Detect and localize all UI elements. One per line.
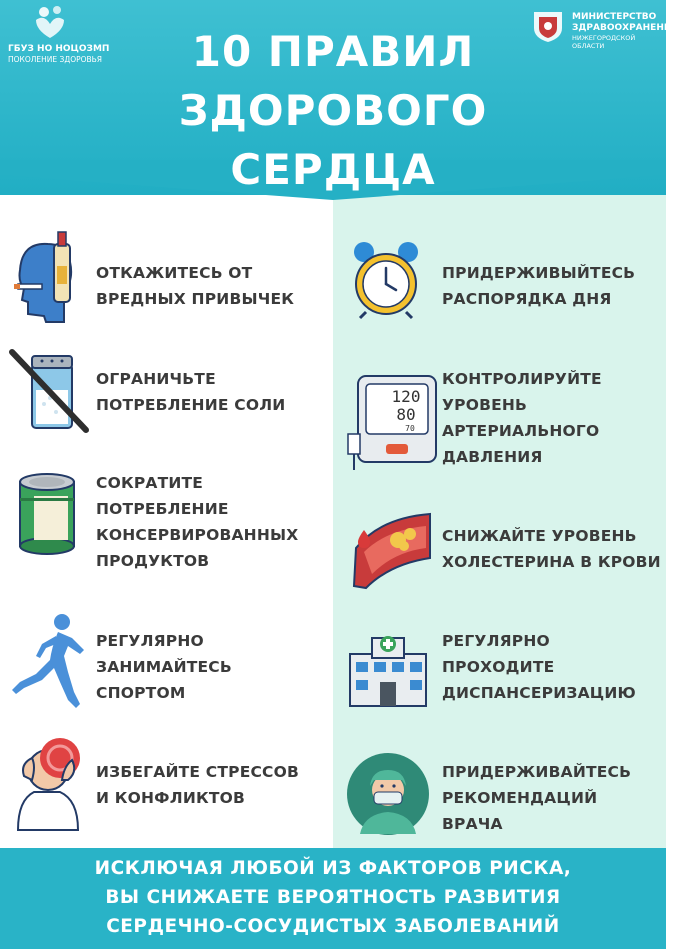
rule-line: ОТКАЖИТЕСЬ ОТ	[96, 264, 253, 282]
title-line: 10 ПРАВИЛ	[191, 27, 475, 76]
hospital-icon	[346, 630, 430, 708]
cholesterol-artery-icon	[350, 508, 434, 588]
rule-line: ХОЛЕСТЕРИНА В КРОВИ	[442, 553, 661, 571]
title-line: ЗДОРОВОГО	[178, 86, 488, 135]
rule-line: ПОТРЕБЛЕНИЕ СОЛИ	[96, 396, 286, 414]
rule-line: ПРОДУКТОВ	[96, 552, 210, 570]
monitor-diastolic: 80	[396, 405, 416, 424]
footer-line: СЕРДЕЧНО-СОСУДИСТЫХ ЗАБОЛЕВАНИЙ	[106, 916, 560, 937]
footer-line: ИСКЛЮЧАЯ ЛЮБОЙ ИЗ ФАКТОРОВ РИСКА,	[94, 858, 572, 879]
rule-line: КОНСЕРВИРОВАННЫХ	[96, 526, 299, 544]
rule-line: ВРЕДНЫХ ПРИВЫЧЕК	[96, 290, 295, 308]
rule-line: ДИСПАНСЕРИЗАЦИЮ	[442, 684, 636, 702]
rule-line: ВРАЧА	[442, 815, 503, 833]
rule-line: ОГРАНИЧЬТЕ	[96, 370, 216, 388]
stress-headache-icon	[12, 736, 86, 830]
rule-line: И КОНФЛИКТОВ	[96, 789, 246, 807]
rule-do-sport	[96, 628, 232, 706]
rule-avoid-stress	[96, 759, 299, 811]
rule-line: ПРИДЕРЖИВАЙТЕСЬ	[442, 763, 632, 781]
rule-line: РЕГУЛЯРНО	[442, 632, 550, 650]
page-title	[0, 22, 666, 199]
alarm-clock-icon	[350, 240, 422, 318]
rule-line: РЕГУЛЯРНО	[96, 632, 204, 650]
rule-quit-habits	[96, 260, 294, 312]
rule-line: СНИЖАЙТЕ УРОВЕНЬ	[442, 527, 637, 545]
org-left-subtitle: ПОКОЛЕНИЕ ЗДОРОВЬЯ	[8, 55, 103, 64]
monitor-systolic: 120	[391, 387, 421, 406]
ministry-line-2: ЗДРАВООХРАНЕНИЯ	[572, 23, 678, 33]
rule-line: ДАВЛЕНИЯ	[442, 448, 543, 466]
rule-line: РАСПОРЯДКА ДНЯ	[442, 290, 612, 308]
rule-cholesterol	[442, 523, 661, 575]
ministry-line-3: НИЖЕГОРОДСКОЙ ОБЛАСТИ	[572, 34, 636, 50]
rule-medical-checkup	[442, 628, 636, 706]
rule-line: УРОВЕНЬ	[442, 396, 528, 414]
doctor-icon	[346, 752, 430, 836]
ministry-line-1: МИНИСТЕРСТВО	[572, 12, 657, 22]
canned-food-icon	[14, 470, 80, 558]
rule-blood-pressure	[442, 366, 602, 470]
rule-reduce-canned	[96, 470, 298, 574]
rule-line: СПОРТОМ	[96, 684, 186, 702]
monitor-pulse: 70	[405, 424, 415, 433]
rule-limit-salt	[96, 366, 285, 418]
rule-line: АРТЕРИАЛЬНОГО	[442, 422, 600, 440]
rule-line: РЕКОМЕНДАЦИЙ	[442, 789, 598, 807]
rule-daily-routine	[442, 260, 635, 312]
footer-line: ВЫ СНИЖАЕТЕ ВЕРОЯТНОСТЬ РАЗВИТИЯ	[105, 887, 561, 908]
rule-doctor-advice	[442, 759, 631, 837]
rule-line: ПРОХОДИТЕ	[442, 658, 555, 676]
footer-message	[0, 854, 666, 941]
blood-pressure-monitor-icon	[344, 372, 438, 472]
rule-line: ПОТРЕБЛЕНИЕ	[96, 500, 229, 518]
runner-icon	[6, 612, 86, 712]
rule-line: ЗАНИМАЙТЕСЬ	[96, 658, 232, 676]
rule-line: ИЗБЕГАЙТЕ СТРЕССОВ	[96, 763, 300, 781]
rule-line: ПРИДЕРЖИВЫЙТЕСЬ	[442, 264, 636, 282]
title-line: СЕРДЦА	[230, 145, 436, 194]
org-left-name: ГБУЗ НО НОЦОЗМП	[8, 44, 110, 54]
no-salt-icon	[8, 350, 88, 432]
rule-line: КОНТРОЛИРУЙТЕ	[442, 370, 602, 388]
rule-line: СОКРАТИТЕ	[96, 474, 204, 492]
head-smoking-alcohol-icon	[14, 232, 80, 322]
